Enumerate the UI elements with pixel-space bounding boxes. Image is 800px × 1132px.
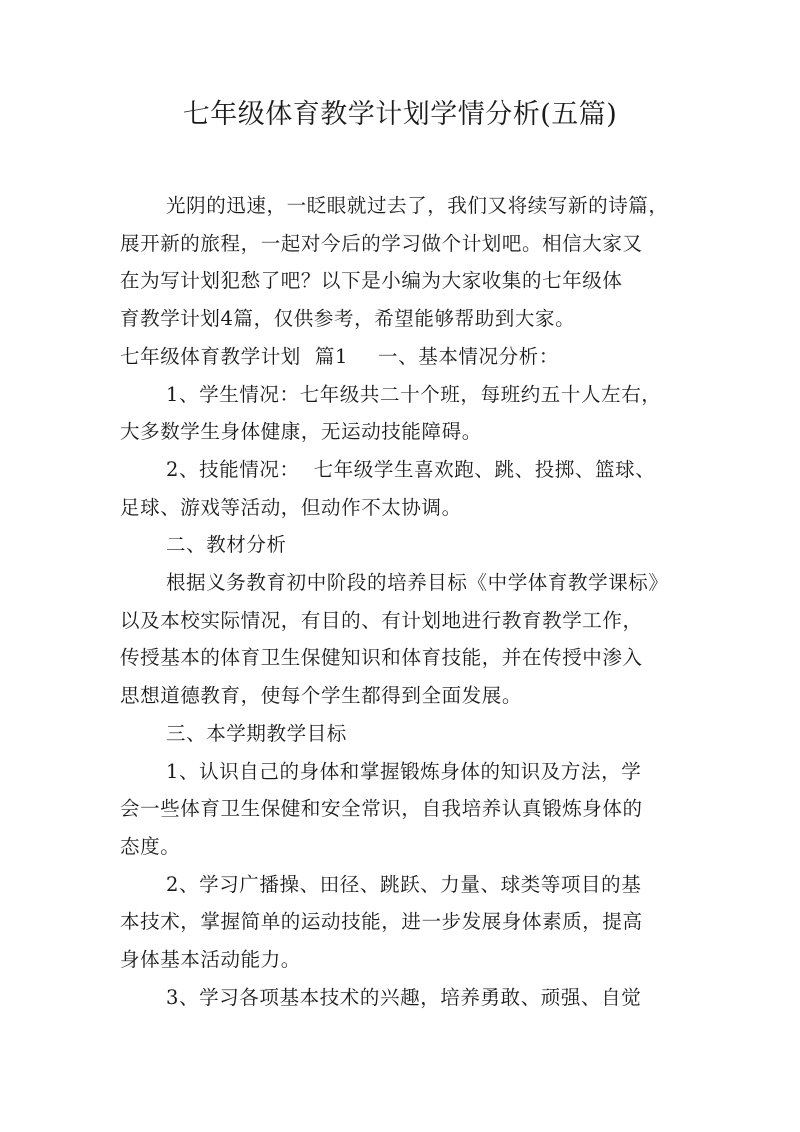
paragraph-line: 态度。 [120,834,181,858]
paragraph-line: 以及本校实际情况，有目的、有计划地进行教育教学工作， [120,608,643,632]
paragraph-line [120,451,692,489]
paragraph-line: 光阴的迅速，一眨眼就过去了，我们又将续写新的诗篇， [166,194,669,217]
skill-text: 七年级学生喜欢跑、跳、投掷、篮球、 [313,457,656,481]
section-heading: 一、基本情况分析： [378,344,559,368]
paragraph-line: 在为写计划犯愁了吧？以下是小编为大家收集的七年级体 [120,269,623,293]
paragraph-line: 1、认识自己的身体和掌握锻炼身体的知识及方法，学 [166,759,642,783]
paragraph-line: 本技术，掌握简单的运动技能，进一步发展身体素质，提高 [120,910,643,934]
paragraph-line: 足球、游戏等活动，但动作不太协调。 [120,495,462,519]
section-heading: 二、教材分析 [166,533,287,557]
paragraph-line: 思想道德教育，使每个学生都得到全面发展。 [120,684,523,708]
paragraph-line: 3、学习各项基本技术的兴趣，培养勇敢、顽强、自觉 [166,985,642,1009]
paragraph-line: 根据义务教育初中阶段的培养目标《中学体育教学课标》 [166,571,669,595]
skill-label: 2、技能情况： [166,457,300,481]
paragraph-line: 大多数学生身体健康，无运动技能障碍。 [120,420,482,444]
document-title: 七年级体育教学计划学情分析(五篇) [182,99,618,130]
paragraph-line: 会一些体育卫生保健和安全常识，自我培养认真锻炼身体的 [120,797,643,821]
paragraph-line: 展开新的旅程，一起对今后的学习做个计划吧。相信大家又 [120,231,643,255]
paragraph-line: 育教学计划4篇，仅供参考，希望能够帮助到大家。 [120,307,576,331]
section-heading-line [120,338,692,376]
paragraph-line: 2、学习广播操、田径、跳跃、力量、球类等项目的基 [166,872,642,896]
document-body [120,187,692,1016]
paragraph-line: 身体基本活动能力。 [120,948,301,972]
section-heading: 三、本学期教学目标 [166,721,347,745]
paragraph-line: 传授基本的体育卫生保健知识和体育技能，并在传授中渗入 [120,646,643,670]
paragraph-line: 1、学生情况：七年级共二十个班，每班约五十人左右， [166,382,662,406]
plan-number: 篇1 [314,344,349,368]
plan-heading: 七年级体育教学计划 [120,344,301,368]
